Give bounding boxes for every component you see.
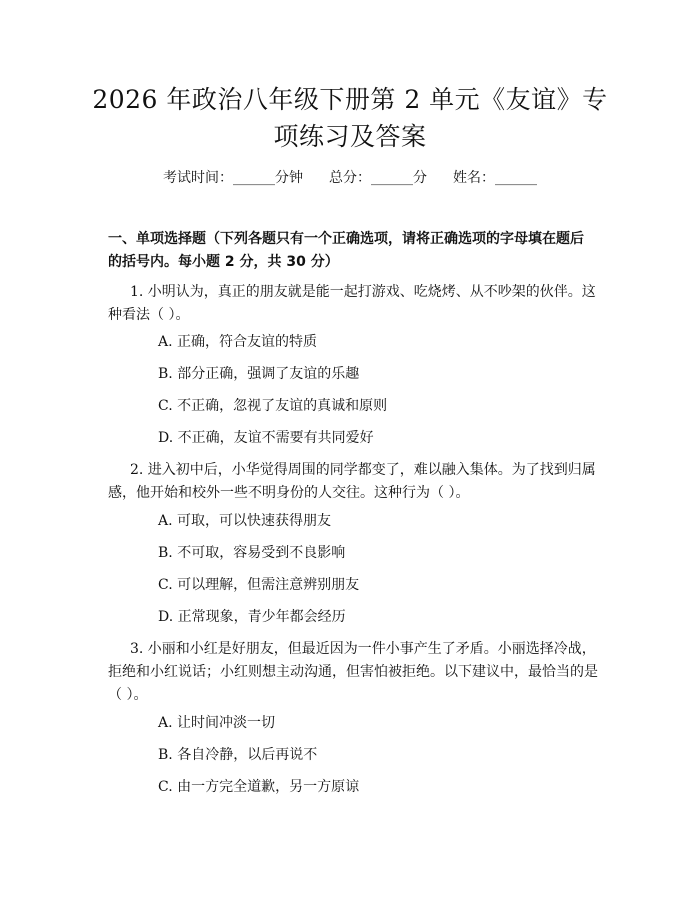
question-3-stem: 3. 小丽和小红是好朋友，但最近因为一件小事产生了矛盾。小丽选择冷战，拒绝和小红说话；小红则想主动沟通，但害怕被拒绝。以下建议中，最恰当的是（ ）。 [108, 641, 598, 703]
question-1-option-d: D. 不正确，友谊不需要有共同爱好 [158, 430, 374, 446]
question-2-stem: 2. 进入初中后，小华觉得周围的同学都变了，难以融入集体。为了找到归属感，他开始和校外一些不明身份的人交往。这种行为（ ）。 [108, 462, 596, 501]
question-3-option-c: C. 由一方完全道歉，另一方原谅 [158, 779, 360, 795]
section-heading: 一、单项选择题（下列各题只有一个正确选项，请将正确选项的字母填在题后的括号内。每小题 2 分，共 30 分） [108, 231, 584, 270]
document-title-line-1: 2026 年政治八年级下册第 2 单元《友谊》专 [92, 85, 608, 114]
question-1-option-b: B. 部分正确，强调了友谊的乐趣 [158, 366, 360, 382]
total-score-field: 总分：______分 [329, 170, 427, 186]
exam-meta-line [0, 168, 700, 188]
question-1-option-a: A. 正确，符合友谊的特质 [158, 334, 318, 350]
question-2-option-b: B. 不可取，容易受到不良影响 [158, 545, 346, 561]
document-title-line-2: 项练习及答案 [273, 122, 427, 151]
question-3-option-b: B. 各自冷静，以后再说不 [158, 747, 318, 763]
question-2-option-a: A. 可取，可以快速获得朋友 [158, 513, 332, 529]
student-name-field: 姓名：______ [453, 170, 537, 186]
question-1-stem: 1. 小明认为，真正的朋友就是能一起打游戏、吃烧烤、从不吵架的伙伴。这种看法（ ）。 [108, 284, 596, 323]
question-1-option-c: C. 不正确，忽视了友谊的真诚和原则 [158, 398, 388, 414]
question-2-option-d: D. 正常现象，青少年都会经历 [158, 609, 346, 625]
exam-time-field: 考试时间：______分钟 [163, 170, 303, 186]
question-3-option-a: A. 让时间冲淡一切 [158, 715, 276, 731]
question-2-option-c: C. 可以理解，但需注意辨别朋友 [158, 577, 360, 593]
